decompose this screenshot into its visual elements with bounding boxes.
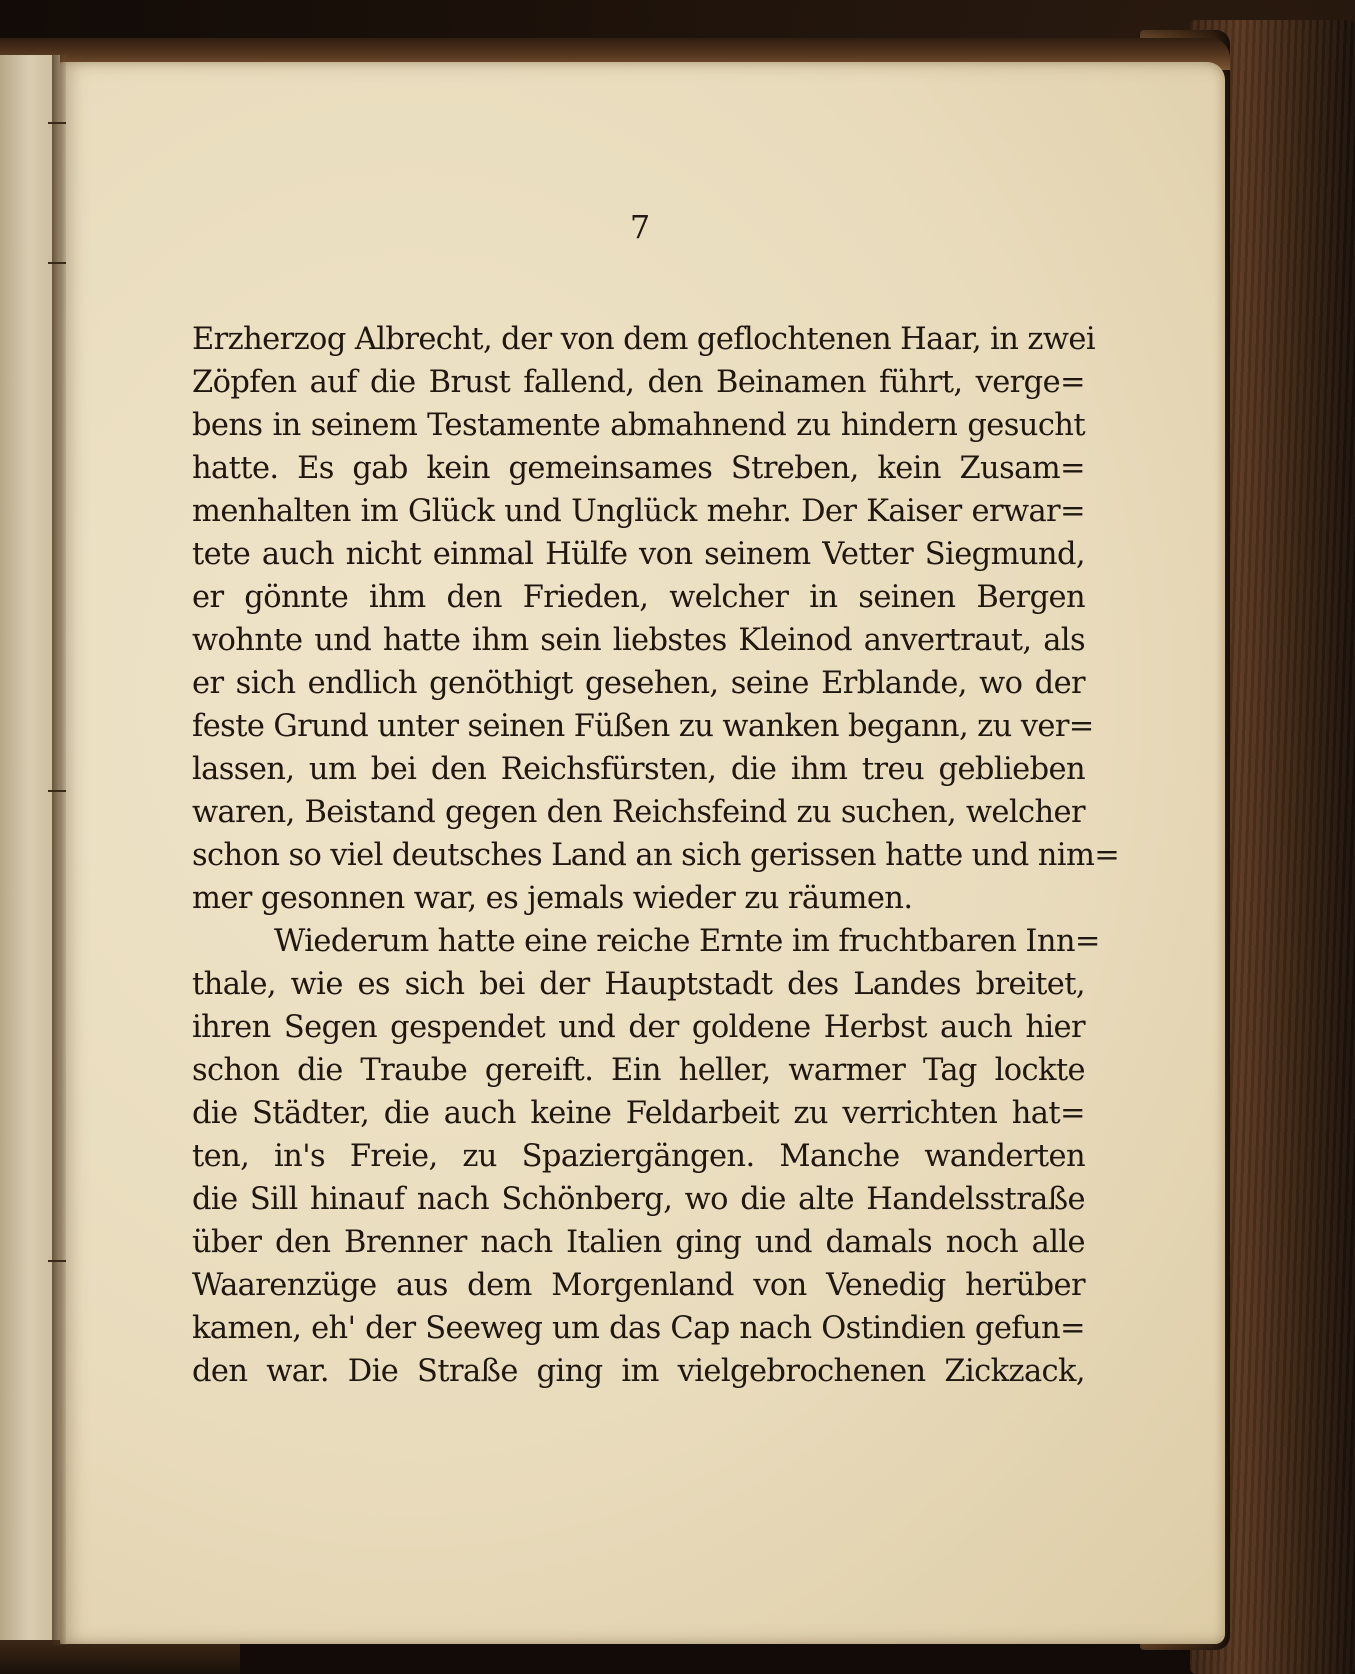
thread-mark bbox=[48, 1260, 66, 1262]
text-line: thale, wie es sich bei der Hauptstadt des Landes breitet, bbox=[192, 967, 1085, 1002]
text-line: den war. Die Straße ging im vielgebrochenen Zickzack, bbox=[192, 1354, 1085, 1389]
text-line: kamen, eh' der Seeweg um das Cap nach Ostindien gefun= bbox=[192, 1311, 1085, 1346]
thread-mark bbox=[48, 790, 66, 792]
text-line: die Sill hinauf nach Schönberg, wo die alte Handelsstraße bbox=[192, 1182, 1085, 1217]
page-gutter bbox=[52, 55, 66, 1645]
text-line: über den Brenner nach Italien ging und damals noch alle bbox=[192, 1225, 1085, 1260]
facing-cover-corner bbox=[0, 1640, 240, 1674]
text-line: wohnte und hatte ihm sein liebstes Kleinod anvertraut, als bbox=[192, 623, 1085, 658]
text-line: er sich endlich genöthigt gesehen, seine Erblande, wo der bbox=[192, 666, 1085, 701]
text-line: ihren Segen gespendet und der goldene Herbst auch hier bbox=[192, 1010, 1085, 1045]
text-line: Zöpfen auf die Brust fallend, den Beinamen führt, verge= bbox=[192, 365, 1085, 400]
text-line: Erzherzog Albrecht, der von dem geflochtenen Haar, in zwei bbox=[192, 322, 1096, 357]
text-line: Wiederum hatte eine reiche Ernte im fruchtbaren Inn= bbox=[274, 924, 1100, 959]
text-line: schon so viel deutsches Land an sich gerissen hatte und nim= bbox=[192, 838, 1120, 873]
text-line: schon die Traube gereift. Ein heller, warmer Tag lockte bbox=[192, 1053, 1085, 1088]
text-line: mer gesonnen war, es jemals wieder zu räumen. bbox=[192, 881, 913, 916]
text-line: die Städter, die auch keine Feldarbeit zu verrichten hat= bbox=[192, 1096, 1085, 1131]
text-line: lassen, um bei den Reichsfürsten, die ihm treu geblieben bbox=[192, 752, 1085, 787]
text-line: menhalten im Glück und Unglück mehr. Der Kaiser erwar= bbox=[192, 494, 1085, 529]
text-line: hatte. Es gab kein gemeinsames Streben, kein Zusam= bbox=[192, 451, 1085, 486]
text-line: ten, in's Freie, zu Spaziergängen. Manche wanderten bbox=[192, 1139, 1085, 1174]
thread-mark bbox=[48, 122, 66, 124]
text-line: tete auch nicht einmal Hülfe von seinem Vetter Siegmund, bbox=[192, 537, 1085, 572]
body-text bbox=[192, 318, 1120, 1393]
facing-page-edge bbox=[0, 55, 60, 1645]
text-line: er gönnte ihm den Frieden, welcher in seinen Bergen bbox=[192, 580, 1085, 615]
text-line: bens in seinem Testamente abmahnend zu hindern gesucht bbox=[192, 408, 1085, 443]
page-number: 7 bbox=[629, 208, 651, 246]
text-line: waren, Beistand gegen den Reichsfeind zu suchen, welcher bbox=[192, 795, 1085, 830]
text-line: Waarenzüge aus dem Morgenland von Venedig herüber bbox=[192, 1268, 1085, 1303]
text-line: feste Grund unter seinen Füßen zu wanken begann, zu ver= bbox=[192, 709, 1094, 744]
thread-mark bbox=[48, 262, 66, 264]
